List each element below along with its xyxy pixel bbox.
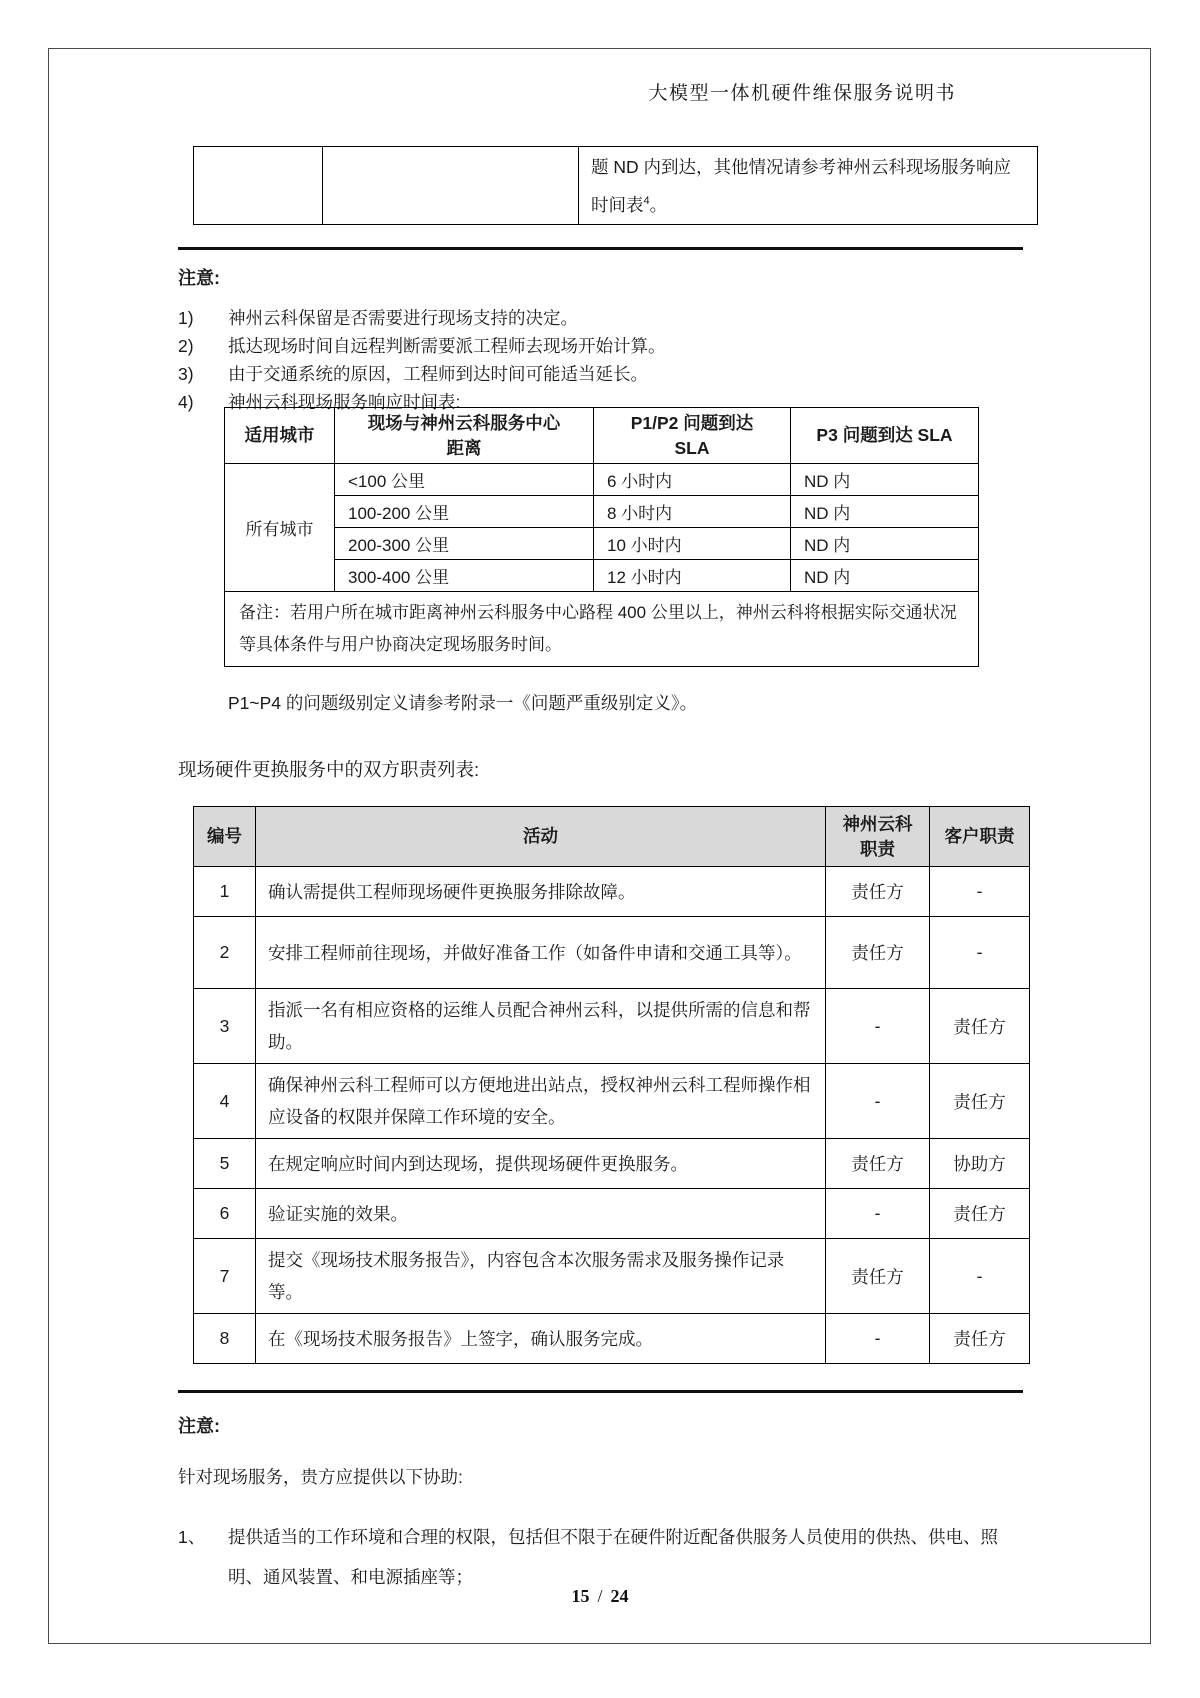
activity-cell: 在《现场技术服务报告》上签字，确认服务完成。: [256, 1314, 826, 1364]
header-line: 适用城市: [244, 425, 315, 445]
vendor-duty-cell: -: [826, 1189, 930, 1239]
activity-cell: 确认需提供工程师现场硬件更换服务排除故障。: [256, 867, 826, 917]
header-line: 编号: [207, 826, 242, 846]
section-divider-rule-top: [178, 247, 1023, 250]
column-header-p3-sla: [791, 408, 979, 464]
list-item-marker: 1): [178, 308, 194, 328]
section-title: 现场硬件更换服务中的双方职责列表:: [178, 759, 480, 780]
column-header-city: [225, 408, 335, 464]
continued-cell-suffix: 。: [649, 195, 668, 215]
city-group-cell: 所有城市: [225, 464, 335, 592]
header-line: 神州云科: [842, 813, 913, 834]
table-row: [194, 1139, 1030, 1189]
total-page-count: 24: [610, 1586, 629, 1606]
p3-sla-cell: ND 内: [791, 464, 979, 496]
header-line: P3 问题到达 SLA: [816, 425, 953, 445]
header-line: SLA: [674, 437, 710, 458]
p1p2-sla-cell: 8 小时内: [594, 496, 791, 528]
continued-table: [193, 146, 1038, 225]
list-item: [178, 360, 978, 388]
responsibilities-table: [193, 806, 1030, 1364]
p3-sla-cell: ND 内: [791, 528, 979, 560]
activity-cell: 在规定响应时间内到达现场，提供现场硬件更换服务。: [256, 1139, 826, 1189]
list-item-marker: 4): [178, 392, 194, 412]
continued-table-empty-cell-1: [194, 147, 323, 225]
table-row: [194, 1189, 1030, 1239]
sla-response-time-table: [224, 407, 979, 667]
activity-cell: 提交《现场技术服务报告》，内容包含本次服务需求及服务操作记录等。: [256, 1239, 826, 1314]
vendor-duty-cell: 责任方: [826, 867, 930, 917]
table-header-row: [225, 408, 979, 464]
list-item: [178, 1517, 1028, 1597]
table-row: [194, 147, 1038, 225]
header-line: P1/P2 问题到达: [630, 412, 754, 433]
page-footer: [48, 1586, 1152, 1607]
customer-duty-cell: 责任方: [930, 989, 1030, 1064]
notice-title: 注意:: [178, 1416, 220, 1436]
p-level-definition-note: P1~P4 的问题级别定义请参考附录一《问题严重级别定义》。: [228, 693, 698, 713]
table-row: [194, 1064, 1030, 1139]
column-header-customer-duty: [930, 807, 1030, 867]
list-item-text: 提供适当的工作环境和合理的权限，包括但不限于在硬件附近配备供服务人员使用的供热、供电、照明、通风装置、和电源插座等；: [228, 1527, 998, 1587]
row-number-cell: 5: [194, 1139, 256, 1189]
row-number-cell: 1: [194, 867, 256, 917]
list-item-text: 神州云科保留是否需要进行现场支持的决定。: [228, 308, 578, 328]
table-row: [194, 1314, 1030, 1364]
header-line: 现场与神州云科服务中心: [367, 412, 561, 433]
row-number-cell: 6: [194, 1189, 256, 1239]
vendor-duty-cell: -: [826, 989, 930, 1064]
header-line: 客户职责: [944, 826, 1015, 846]
header-line: 职责: [860, 838, 895, 859]
p1p2-sla-cell: 12 小时内: [594, 560, 791, 592]
notice-intro: 针对现场服务，贵方应提供以下协助:: [178, 1467, 463, 1487]
list-item: [178, 332, 978, 360]
current-page-number: 15: [571, 1586, 590, 1606]
vendor-duty-cell: 责任方: [826, 1239, 930, 1314]
table-row: [194, 1239, 1030, 1314]
customer-duty-cell: -: [930, 867, 1030, 917]
customer-duty-cell: 责任方: [930, 1189, 1030, 1239]
customer-duty-cell: 责任方: [930, 1064, 1030, 1139]
row-number-cell: 2: [194, 917, 256, 989]
distance-cell: 200-300 公里: [335, 528, 594, 560]
distance-cell: 300-400 公里: [335, 560, 594, 592]
activity-cell: 确保神州云科工程师可以方便地进出站点，授权神州云科工程师操作相应设备的权限并保障工作环境的安全。: [256, 1064, 826, 1139]
customer-duty-cell: -: [930, 1239, 1030, 1314]
p1p2-sla-cell: 10 小时内: [594, 528, 791, 560]
section-divider-rule-bottom: [178, 1390, 1023, 1393]
column-header-p1p2-sla: [594, 408, 791, 464]
row-number-cell: 3: [194, 989, 256, 1064]
footnote-marker: 4: [643, 195, 650, 208]
p1p2-sla-cell: 6 小时内: [594, 464, 791, 496]
page-number-separator: /: [597, 1586, 603, 1606]
vendor-duty-cell: 责任方: [826, 917, 930, 989]
p3-sla-cell: ND 内: [791, 496, 979, 528]
header-line: 距离: [446, 437, 482, 458]
header-line: 活动: [523, 826, 558, 846]
notice-title: 注意:: [178, 268, 220, 288]
table-row: [225, 464, 979, 496]
activity-cell: 指派一名有相应资格的运维人员配合神州云科，以提供所需的信息和帮助。: [256, 989, 826, 1064]
row-number-cell: 4: [194, 1064, 256, 1139]
customer-duty-cell: 协助方: [930, 1139, 1030, 1189]
continued-table-text-cell: [579, 147, 1038, 225]
list-item: [178, 304, 978, 332]
notice-section-1: [178, 264, 978, 416]
column-header-activity: [256, 807, 826, 867]
vendor-duty-cell: 责任方: [826, 1139, 930, 1189]
p3-sla-cell: ND 内: [791, 560, 979, 592]
continued-table-empty-cell-2: [323, 147, 579, 225]
document-header-title: 大模型一体机硬件维保服务说明书: [648, 83, 956, 104]
list-item-text: 由于交通系统的原因，工程师到达时间可能适当延长。: [228, 364, 648, 384]
list-item-marker: 3): [178, 364, 194, 384]
table-row: [194, 989, 1030, 1064]
vendor-duty-cell: -: [826, 1314, 930, 1364]
row-number-cell: 8: [194, 1314, 256, 1364]
column-header-distance: [335, 408, 594, 464]
list-item-text: 神州云科现场服务响应时间表:: [228, 392, 461, 412]
activity-cell: 验证实施的效果。: [256, 1189, 826, 1239]
table-row: [225, 528, 979, 560]
remark-cell: 备注：若用户所在城市距离神州云科服务中心路程 400 公里以上，神州云科将根据实际交通状况等具体条件与用户协商决定现场服务时间。: [225, 592, 979, 667]
distance-cell: 100-200 公里: [335, 496, 594, 528]
table-header-row: [194, 807, 1030, 867]
table-row: [225, 592, 979, 667]
table-row: [225, 496, 979, 528]
vendor-duty-cell: -: [826, 1064, 930, 1139]
table-row: [225, 560, 979, 592]
column-header-vendor-duty: [826, 807, 930, 867]
row-number-cell: 7: [194, 1239, 256, 1314]
list-item-marker: 2): [178, 336, 194, 356]
customer-duty-cell: 责任方: [930, 1314, 1030, 1364]
table-row: [194, 917, 1030, 989]
list-item-marker: 1、: [178, 1527, 206, 1547]
activity-cell: 安排工程师前往现场，并做好准备工作（如备件申请和交通工具等）。: [256, 917, 826, 989]
distance-cell: <100 公里: [335, 464, 594, 496]
customer-duty-cell: -: [930, 917, 1030, 989]
list-item-text: 抵达现场时间自远程判断需要派工程师去现场开始计算。: [228, 336, 666, 356]
column-header-number: [194, 807, 256, 867]
notice-section-2: [178, 1412, 1028, 1597]
table-row: [194, 867, 1030, 917]
continued-cell-text: 题 ND 内到达，其他情况请参考神州云科现场服务响应时间表: [591, 157, 1011, 215]
